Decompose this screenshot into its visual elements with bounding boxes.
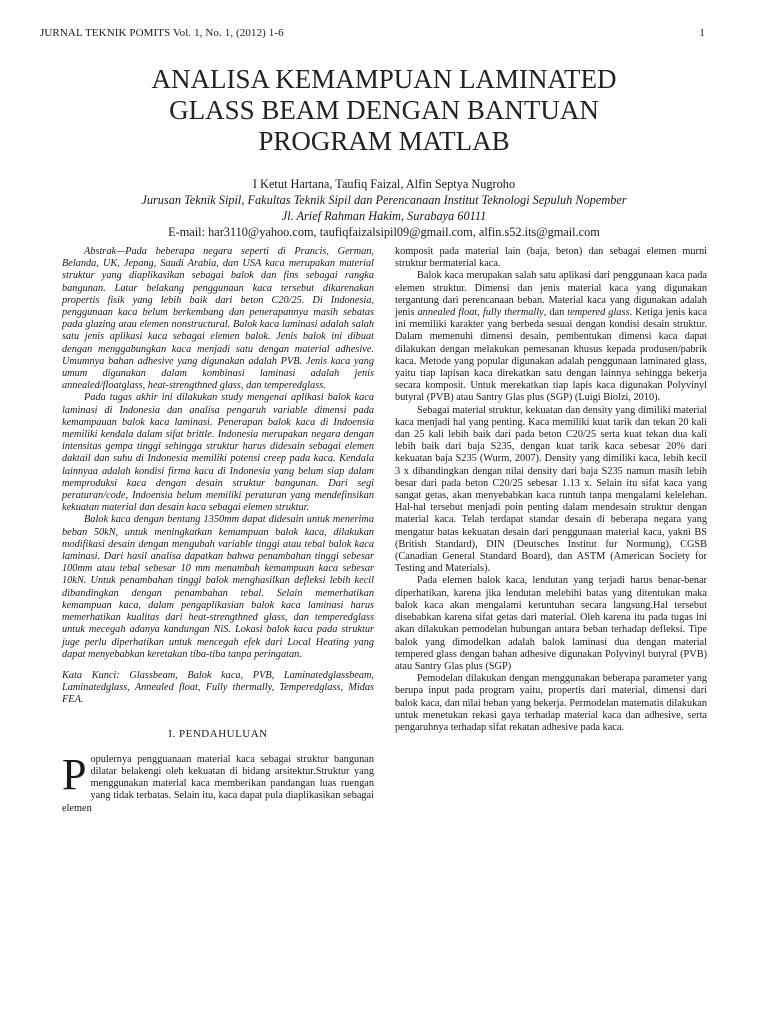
section-heading: I. PENDAHULUAN <box>168 727 268 740</box>
emphasis-text: annealed float, fully thermally <box>417 307 544 319</box>
body-paragraph: Pemodelan dilakukan dengan menggunakan beberapa parameter yang berupa input pada program yaitu, propertis dari material, dimensi dari balok kaca, dan nilai beban yang bekerja. Permodelan matematis dilakukan untuk menetukan rekasi gaya terhadap material kaca dan adhesive, serta pengaruhnya terhadap sifat rekatan adhesive pada kaca. <box>395 673 707 733</box>
body-paragraph: Sebagai material struktur, kekuatan dan density yang dimiliki material kaca menjadi hal yang penting. Kaca memiliki kuat tarik dan tekan 20 kali dan 25 kali lebih baik dari pada beton C20/25 serta kuat tekan dua kali lebih baik dari baja S235, dengan kuat tarik kaca sebesar 20% dari kekuatan baja S235 (Wurm, 2007). Density yang dimiliki kaca, lebih kecil 3 x dibandingkan dengan nilai density dari baja S235 namun masih lebih besar dari pada beton C20/25 sebesar 1.13 x. Selain itu sifat kaca yang sangat getas, akan menyebabkan kaca runtuh tanpa mengalami kelelehan. Hal-hal tersebut menjadi poin penting dalam mendesain struktur dengan material kaca. Telah terdapat standar desain di beberapa negara yang mengatur batas kekuatan desain dari penggunaan material kaca, yakni BS (British Standard), DIN (Deutsches Institut fur Normung), CGSB (Canadian General Standard Board), dan ASTM (American Society for Testing and Materials). <box>395 404 707 575</box>
author-address: Jl. Arief Rahman Hakim, Surabaya 60111 <box>281 209 487 223</box>
intro-paragraph <box>62 749 374 815</box>
body-text: , dan <box>543 307 565 319</box>
keywords: Kata Kunci: Glassbeam, Balok kaca, PVB, Laminatedglassbeam, Laminatedglass, Annealed float, Fully thermally, Temperedglass, Midas FEA. <box>62 669 374 706</box>
abstract <box>62 246 374 661</box>
title-line: ANALISA KEMAMPUAN LAMINATED <box>151 64 617 94</box>
page-number: 1 <box>699 27 705 39</box>
body-text: . Ketiga jenis kaca ini memiliki karakter yang berbeda sesuai dengan kondisi desain struktur. Dalam memenuhi dimensi desain, pembentukan dimensi kaca dapat dilakukan dengan melakukan pemesanan khusus kepada produsen/pabrik kaca. Metode yang popular digunakan adalah penggunaan laminated glass, yaitu tiap lapisan kaca direkatkan satu dengan lainnya sehingga bekerja secara komposit. Untuk merekatkan tiap lapis kaca digunakan Polyvinyl butyral (PVB) atau Santry Glas plus (SGP) (Luigi Biolzi, 2010). <box>395 307 708 404</box>
body-paragraph: Pada elemen balok kaca, lendutan yang terjadi harus benar-benar diperhatikan, karena jika lendutan melebihi batas yang ditentukan maka balok kaca akan mengalami keruntuhan secara langsung.Hal tersebut disebabkan karena sifat getas dari material. Oleh karena itu pada tugas ini akan dilakukan pemodelan hubungan antara beban terhadap defleksi. Tipe balok yang dimodelkan adalah balok laminasi dua dengan material tempered glass dengan bahan adhesive digunakan Polyvinyl butyral (PVB) atau Santry Glas plus (SGP) <box>395 575 707 672</box>
author-names: I Ketut Hartana, Taufiq Faizal, Alfin Septya Nugroho <box>252 177 516 191</box>
body-paragraph <box>395 270 707 404</box>
body-text: Balok kaca merupakan salah satu aplikasi dari penggunaan kaca pada elemen struktur. Dimensi dan jenis material kaca yang digunakan tergantung dari perencanaan beban. Material kaca yang digunakan adalah jenis <box>395 270 707 319</box>
paper-title <box>40 64 728 157</box>
intro-text: opulernya pengguanaan material kaca sebagai struktur bangunan dilatar belakengi oleh kekuatan di bidang arsitektur.Struktur yang menggunakan material kaca memberikan pandangan luas ruengan yang tidak terbatas. Selain itu, kaca dapat pula diaplikasikan sebagai elemen <box>62 753 374 814</box>
running-header <box>40 27 705 39</box>
abstract-paragraph: Pada tugas akhir ini dilakukan study mengenai aplikasi balok kaca laminasi di Indonesia dan analisa pengaruh variable dimensi pada kemampauan balok kaca laminasi. Penerapan balok kaca di Indoensia memiliki kendala dalam sifat brittle. Indonesia merupakan negara dengan intensitas gempa tinggi sehingga struktur harus didesain sebagai elemen daktail dan suhu di Indonesia memiliki potensi creep pada kaca. Kendala lainnyaa adalah kondisi firma kaca di Indonesia yang belum siap dalam memproduksi kaca dengan desain struktur bangunan. Dari segi peraturan/code, Indoensia belum memiliki peraturan yang mendefinsikan kekuatan material dan desain kaca sebagai elemen struktur. <box>62 392 374 514</box>
right-column <box>395 246 707 734</box>
left-column <box>62 246 374 815</box>
author-block <box>40 176 728 240</box>
title-line: GLASS BEAM DENGAN BANTUAN <box>169 95 599 125</box>
drop-cap: P <box>62 749 87 799</box>
author-affiliation: Jurusan Teknik Sipil, Fakultas Teknik Sipil dan Perencanaan Institut Teknologi Sepuluh Nopember <box>141 193 627 207</box>
abstract-paragraph: Balok kaca dengan bentang 1350mm dapat didesain untuk menerima beban 50kN, untuk meningkatkan kemampuan balok kaca, dilakukan modifikasi desain dengan mengubah variable tinggi atau tebal balok kaca laminasi. Dari hasil analisa dapatkan bahwa penambahan tinggi sebesar 100mm atau tebal sebesar 10 mm menambah kemampuan kaca sebesar 10kN. Untuk penambahan tinggi balok menghasilkan defleksi lebih kecil dibandingkan dengan penambahan tebal. Selain memerhatikan kemampuan kaca, dalam pengaplikasian balok kaca laminasi harus memerhatikan kualitas dari heat-strengthned glass, dan temperedglass untuk mecegah adanya kandungan NiS. Lokasi balok kaca pada struktur juge perlu diperhatikan untuk mencegah efek dari Local Heating yang dapat menyebabkan keretakan tiba-tiba tanpa peringatan. <box>62 514 374 660</box>
journal-citation: JURNAL TEKNIK POMITS Vol. 1, No. 1, (2012) 1-6 <box>40 27 284 39</box>
author-email: E-mail: har3110@yahoo.com, taufiqfaizalsipil09@gmail.com, alfin.s52.its@gmail.com <box>168 225 600 239</box>
body-paragraph: komposit pada material lain (baja, beton) dan sebagai elemen murni struktur bermaterial kaca. <box>395 246 707 270</box>
title-line: PROGRAM MATLAB <box>258 126 510 156</box>
emphasis-text: tempered glass <box>567 307 630 319</box>
abstract-paragraph: Abstrak—Pada beberapa negara seperti di Prancis, German, Belanda, UK, Jepang, Saudi Arabia, dan USA kaca merupakan material struktur yang diaplikasikan sebagai balok dan fins sebagai rangka bangunan. Latar belakang penggunaan kaca tersebut dikarenakan propertis fisik yang lebih baik dari beton C20/25. Di Indonesia, penggunaan kaca belum berkembang dan penerapannya masih sebatas pada glazing atau elemen nonstructural. Balok kaca laminasi adalah salah satu jenis aplikasi kaca sebagai elemen balok. Jenis balok ini dibuat dengan menggabungkan kaca menjadi satu dengan material adhesive. Umumnya bahan adhesive yang digunakan adalah PVB. Jenis kaca yang umum digunakan dalam kombinasi laminasi adalah jenis annealed/floatglass, heat-strengthned glass, dan temperedglass. <box>62 246 374 392</box>
